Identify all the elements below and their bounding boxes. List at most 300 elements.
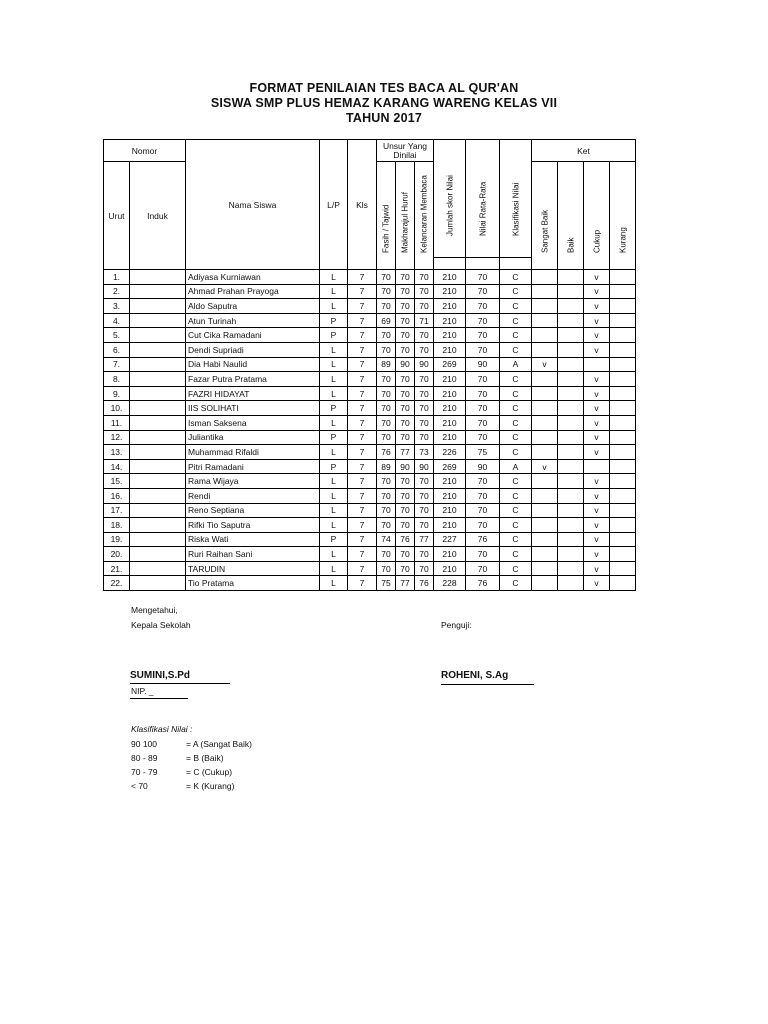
header-lp: L/P xyxy=(320,140,348,270)
cell-lp: P xyxy=(320,328,348,343)
cell-c: v xyxy=(584,313,610,328)
cell-sb xyxy=(532,386,558,401)
cell-sb xyxy=(532,547,558,562)
cell-m: 76 xyxy=(396,532,415,547)
cell-rata: 90 xyxy=(466,357,500,372)
cell-rata: 70 xyxy=(466,313,500,328)
cell-kls: 7 xyxy=(348,488,377,503)
cell-f: 70 xyxy=(377,503,396,518)
cell-kr xyxy=(610,415,636,430)
cell-f: 70 xyxy=(377,401,396,416)
cell-kr xyxy=(610,459,636,474)
cell-sb xyxy=(532,561,558,576)
cell-kls: 7 xyxy=(348,459,377,474)
cell-k: 73 xyxy=(415,445,434,460)
cell-kls: 7 xyxy=(348,386,377,401)
cell-b xyxy=(558,459,584,474)
cell-lp: L xyxy=(320,342,348,357)
header-fasih: Fasih / Tajwid xyxy=(377,162,396,270)
cell-k: 70 xyxy=(415,474,434,489)
table-row xyxy=(104,445,636,460)
cell-lp: L xyxy=(320,474,348,489)
cell-b xyxy=(558,401,584,416)
cell-c: v xyxy=(584,299,610,314)
cell-induk xyxy=(130,284,186,299)
cell-no: 11. xyxy=(104,415,130,430)
cell-no: 7. xyxy=(104,357,130,372)
cell-f: 70 xyxy=(377,284,396,299)
cell-f: 70 xyxy=(377,547,396,562)
table-row xyxy=(104,284,636,299)
cell-nama: Riska Wati xyxy=(186,532,320,547)
klasifikasi-desc: = B (Baik) xyxy=(186,753,224,763)
header-klasifikasi: Klasifikasi Nilai xyxy=(500,140,532,258)
cell-b xyxy=(558,488,584,503)
cell-kr xyxy=(610,503,636,518)
cell-lp: L xyxy=(320,445,348,460)
cell-nama: Pitri Ramadani xyxy=(186,459,320,474)
cell-m: 70 xyxy=(396,372,415,387)
cell-f: 70 xyxy=(377,299,396,314)
cell-c: v xyxy=(584,270,610,285)
cell-no: 14. xyxy=(104,459,130,474)
cell-c: v xyxy=(584,518,610,533)
cell-induk xyxy=(130,415,186,430)
cell-c: v xyxy=(584,532,610,547)
cell-b xyxy=(558,576,584,591)
cell-k: 71 xyxy=(415,313,434,328)
cell-kr xyxy=(610,430,636,445)
cell-f: 70 xyxy=(377,372,396,387)
cell-k: 77 xyxy=(415,532,434,547)
cell-rata: 70 xyxy=(466,415,500,430)
cell-m: 70 xyxy=(396,386,415,401)
cell-kr xyxy=(610,357,636,372)
cell-b xyxy=(558,386,584,401)
cell-m: 77 xyxy=(396,576,415,591)
cell-induk xyxy=(130,342,186,357)
cell-induk xyxy=(130,474,186,489)
cell-kr xyxy=(610,474,636,489)
cell-b xyxy=(558,415,584,430)
cell-kr xyxy=(610,328,636,343)
cell-klas: C xyxy=(500,474,532,489)
cell-k: 70 xyxy=(415,372,434,387)
header-makharij: Makharajul Huruf xyxy=(396,162,415,270)
cell-induk xyxy=(130,488,186,503)
table-row xyxy=(104,386,636,401)
cell-c: v xyxy=(584,503,610,518)
cell-jml: 210 xyxy=(434,284,466,299)
cell-induk xyxy=(130,503,186,518)
cell-klas: C xyxy=(500,299,532,314)
cell-f: 70 xyxy=(377,270,396,285)
cell-kr xyxy=(610,547,636,562)
cell-no: 17. xyxy=(104,503,130,518)
cell-induk xyxy=(130,401,186,416)
cell-lp: P xyxy=(320,430,348,445)
cell-f: 70 xyxy=(377,328,396,343)
cell-m: 70 xyxy=(396,401,415,416)
cell-kls: 7 xyxy=(348,532,377,547)
cell-kls: 7 xyxy=(348,415,377,430)
cell-f: 70 xyxy=(377,474,396,489)
cell-klas: C xyxy=(500,270,532,285)
cell-rata: 70 xyxy=(466,561,500,576)
cell-no: 15. xyxy=(104,474,130,489)
cell-lp: P xyxy=(320,532,348,547)
cell-f: 70 xyxy=(377,415,396,430)
cell-klas: C xyxy=(500,518,532,533)
cell-kls: 7 xyxy=(348,445,377,460)
header-ket: Ket xyxy=(532,140,636,162)
cell-m: 70 xyxy=(396,284,415,299)
cell-c: v xyxy=(584,372,610,387)
cell-kls: 7 xyxy=(348,430,377,445)
cell-lp: L xyxy=(320,372,348,387)
cell-b xyxy=(558,270,584,285)
cell-b xyxy=(558,474,584,489)
cell-klas: C xyxy=(500,445,532,460)
penguji-name: ROHENI, S.Ag xyxy=(441,670,509,681)
cell-nama: FAZRI HIDAYAT xyxy=(186,386,320,401)
cell-nama: Dendi Supriadi xyxy=(186,342,320,357)
cell-k: 90 xyxy=(415,459,434,474)
cell-klas: C xyxy=(500,284,532,299)
cell-no: 8. xyxy=(104,372,130,387)
cell-m: 90 xyxy=(396,357,415,372)
cell-f: 89 xyxy=(377,459,396,474)
cell-klas: C xyxy=(500,532,532,547)
kepala-signature-line xyxy=(130,683,230,684)
cell-klas: C xyxy=(500,561,532,576)
cell-klas: C xyxy=(500,430,532,445)
cell-kls: 7 xyxy=(348,299,377,314)
cell-rata: 70 xyxy=(466,503,500,518)
cell-f: 74 xyxy=(377,532,396,547)
table-row xyxy=(104,459,636,474)
cell-c: v xyxy=(584,386,610,401)
cell-lp: L xyxy=(320,503,348,518)
cell-induk xyxy=(130,386,186,401)
cell-induk xyxy=(130,576,186,591)
cell-rata: 70 xyxy=(466,386,500,401)
cell-induk xyxy=(130,299,186,314)
cell-sb xyxy=(532,372,558,387)
cell-rata: 70 xyxy=(466,342,500,357)
cell-kls: 7 xyxy=(348,547,377,562)
cell-k: 70 xyxy=(415,561,434,576)
cell-sb xyxy=(532,342,558,357)
cell-k: 70 xyxy=(415,270,434,285)
cell-nama: Ahmad Prahan Prayoga xyxy=(186,284,320,299)
cell-rata: 90 xyxy=(466,459,500,474)
cell-m: 70 xyxy=(396,270,415,285)
cell-rata: 70 xyxy=(466,430,500,445)
header-kurang: Kurang xyxy=(610,162,636,270)
cell-nama: Aldo Saputra xyxy=(186,299,320,314)
klasifikasi-range: 70 - 79 xyxy=(131,767,158,777)
cell-no: 22. xyxy=(104,576,130,591)
cell-f: 70 xyxy=(377,488,396,503)
cell-nama: Cut Cika Ramadani xyxy=(186,328,320,343)
cell-klas: C xyxy=(500,401,532,416)
klasifikasi-desc: = A (Sangat Baik) xyxy=(186,739,252,749)
table-row xyxy=(104,518,636,533)
table-row xyxy=(104,415,636,430)
cell-nama: Tio Pratama xyxy=(186,576,320,591)
cell-b xyxy=(558,532,584,547)
table-row xyxy=(104,561,636,576)
cell-m: 70 xyxy=(396,342,415,357)
cell-kr xyxy=(610,576,636,591)
cell-c: v xyxy=(584,488,610,503)
cell-c: v xyxy=(584,445,610,460)
cell-k: 70 xyxy=(415,386,434,401)
mengetahui-label: Mengetahui, xyxy=(131,605,178,615)
cell-kr xyxy=(610,342,636,357)
cell-b xyxy=(558,372,584,387)
cell-c: v xyxy=(584,576,610,591)
cell-f: 70 xyxy=(377,342,396,357)
cell-no: 1. xyxy=(104,270,130,285)
cell-sb xyxy=(532,328,558,343)
doc-title-line-1: FORMAT PENILAIAN TES BACA AL QUR'AN xyxy=(249,81,519,95)
table-row xyxy=(104,328,636,343)
cell-kls: 7 xyxy=(348,576,377,591)
cell-k: 90 xyxy=(415,357,434,372)
cell-sb xyxy=(532,445,558,460)
cell-sb xyxy=(532,313,558,328)
cell-k: 70 xyxy=(415,488,434,503)
cell-jml: 210 xyxy=(434,401,466,416)
cell-no: 4. xyxy=(104,313,130,328)
cell-nama: Adiyasa Kurniawan xyxy=(186,270,320,285)
table-row xyxy=(104,488,636,503)
cell-no: 19. xyxy=(104,532,130,547)
cell-nama: Rama Wijaya xyxy=(186,474,320,489)
cell-nama: Reno Septiana xyxy=(186,503,320,518)
cell-nama: TARUDIN xyxy=(186,561,320,576)
cell-sb: v xyxy=(532,357,558,372)
cell-k: 70 xyxy=(415,430,434,445)
cell-sb xyxy=(532,518,558,533)
cell-m: 70 xyxy=(396,299,415,314)
table-row xyxy=(104,576,636,591)
cell-k: 70 xyxy=(415,518,434,533)
cell-kr xyxy=(610,284,636,299)
cell-m: 70 xyxy=(396,488,415,503)
cell-klas: C xyxy=(500,313,532,328)
cell-no: 13. xyxy=(104,445,130,460)
header-nama-siswa: Nama Siswa xyxy=(186,140,320,270)
cell-m: 70 xyxy=(396,518,415,533)
cell-klas: C xyxy=(500,386,532,401)
cell-rata: 70 xyxy=(466,328,500,343)
cell-lp: L xyxy=(320,518,348,533)
cell-no: 10. xyxy=(104,401,130,416)
cell-jml: 210 xyxy=(434,430,466,445)
cell-lp: L xyxy=(320,386,348,401)
cell-b xyxy=(558,328,584,343)
cell-induk xyxy=(130,328,186,343)
kepala-sekolah-name: SUMINI,S.Pd xyxy=(130,670,191,681)
cell-lp: L xyxy=(320,357,348,372)
header-rata: Nilai Rata-Rata xyxy=(466,140,500,258)
header-nomor: Nomor xyxy=(104,140,186,162)
cell-kls: 7 xyxy=(348,357,377,372)
cell-kls: 7 xyxy=(348,518,377,533)
cell-sb xyxy=(532,503,558,518)
cell-m: 70 xyxy=(396,415,415,430)
cell-c: v xyxy=(584,561,610,576)
cell-kls: 7 xyxy=(348,284,377,299)
cell-kr xyxy=(610,488,636,503)
cell-induk xyxy=(130,430,186,445)
header-sangat-baik: Sangat Baik xyxy=(532,162,558,270)
klasifikasi-range: < 70 xyxy=(131,781,148,791)
cell-c: v xyxy=(584,474,610,489)
cell-m: 70 xyxy=(396,547,415,562)
cell-b xyxy=(558,430,584,445)
cell-jml: 210 xyxy=(434,386,466,401)
klasifikasi-desc: = K (Kurang) xyxy=(186,781,235,791)
cell-jml: 210 xyxy=(434,342,466,357)
cell-kls: 7 xyxy=(348,313,377,328)
cell-kls: 7 xyxy=(348,270,377,285)
klasifikasi-range: 90 100 xyxy=(131,739,157,749)
cell-klas: C xyxy=(500,547,532,562)
table-row xyxy=(104,372,636,387)
cell-k: 70 xyxy=(415,503,434,518)
cell-jml: 210 xyxy=(434,561,466,576)
doc-title-line-2: SISWA SMP PLUS HEMAZ KARANG WARENG KELAS VII xyxy=(210,96,558,110)
cell-lp: L xyxy=(320,284,348,299)
table-row xyxy=(104,299,636,314)
cell-c: v xyxy=(584,401,610,416)
cell-c xyxy=(584,357,610,372)
cell-lp: L xyxy=(320,270,348,285)
cell-c: v xyxy=(584,430,610,445)
cell-lp: L xyxy=(320,299,348,314)
cell-klas: C xyxy=(500,503,532,518)
cell-nama: Atun Turinah xyxy=(186,313,320,328)
cell-klas: C xyxy=(500,576,532,591)
cell-nama: Juliantika xyxy=(186,430,320,445)
cell-f: 76 xyxy=(377,445,396,460)
cell-m: 90 xyxy=(396,459,415,474)
cell-rata: 75 xyxy=(466,445,500,460)
cell-induk xyxy=(130,445,186,460)
header-jumlah: Jumlah skor Nilai xyxy=(434,140,466,258)
penguji-signature-line xyxy=(441,684,534,685)
cell-jml: 269 xyxy=(434,357,466,372)
cell-rata: 70 xyxy=(466,372,500,387)
cell-sb xyxy=(532,474,558,489)
cell-induk xyxy=(130,372,186,387)
cell-induk xyxy=(130,547,186,562)
cell-klas: A xyxy=(500,357,532,372)
cell-induk xyxy=(130,270,186,285)
cell-m: 70 xyxy=(396,430,415,445)
table-row xyxy=(104,357,636,372)
cell-lp: P xyxy=(320,401,348,416)
cell-jml: 210 xyxy=(434,518,466,533)
cell-rata: 70 xyxy=(466,474,500,489)
cell-b xyxy=(558,357,584,372)
cell-jml: 210 xyxy=(434,299,466,314)
cell-c: v xyxy=(584,328,610,343)
cell-no: 5. xyxy=(104,328,130,343)
cell-kr xyxy=(610,313,636,328)
assessment-table xyxy=(103,139,636,591)
cell-induk xyxy=(130,357,186,372)
table-row xyxy=(104,313,636,328)
cell-rata: 70 xyxy=(466,547,500,562)
cell-nama: Dia Habi Naulid xyxy=(186,357,320,372)
cell-kr xyxy=(610,372,636,387)
header-kls: Kls xyxy=(348,140,377,270)
cell-rata: 76 xyxy=(466,576,500,591)
cell-f: 70 xyxy=(377,430,396,445)
cell-klas: C xyxy=(500,488,532,503)
cell-kr xyxy=(610,561,636,576)
cell-sb xyxy=(532,401,558,416)
cell-f: 70 xyxy=(377,386,396,401)
klasifikasi-range: 80 - 89 xyxy=(131,753,158,763)
cell-no: 9. xyxy=(104,386,130,401)
cell-rata: 70 xyxy=(466,488,500,503)
cell-kr xyxy=(610,299,636,314)
cell-kr xyxy=(610,445,636,460)
header-cukup: Cukup xyxy=(584,162,610,270)
cell-m: 70 xyxy=(396,328,415,343)
cell-rata: 76 xyxy=(466,532,500,547)
cell-sb: v xyxy=(532,459,558,474)
cell-k: 76 xyxy=(415,576,434,591)
cell-b xyxy=(558,445,584,460)
header-induk: Induk xyxy=(130,162,186,270)
cell-nama: Isman Saksena xyxy=(186,415,320,430)
cell-sb xyxy=(532,415,558,430)
cell-lp: L xyxy=(320,576,348,591)
table-row xyxy=(104,532,636,547)
cell-b xyxy=(558,561,584,576)
cell-k: 70 xyxy=(415,415,434,430)
cell-sb xyxy=(532,532,558,547)
penguji-label: Penguji: xyxy=(441,620,472,630)
nip-underline xyxy=(130,698,188,699)
cell-k: 70 xyxy=(415,401,434,416)
cell-c: v xyxy=(584,547,610,562)
cell-no: 2. xyxy=(104,284,130,299)
cell-b xyxy=(558,518,584,533)
cell-induk xyxy=(130,561,186,576)
cell-jml: 210 xyxy=(434,488,466,503)
cell-sb xyxy=(532,270,558,285)
cell-jml: 210 xyxy=(434,313,466,328)
cell-klas: C xyxy=(500,342,532,357)
cell-kr xyxy=(610,386,636,401)
cell-rata: 70 xyxy=(466,518,500,533)
table-row xyxy=(104,401,636,416)
cell-klas: C xyxy=(500,328,532,343)
cell-jml: 210 xyxy=(434,503,466,518)
cell-klas: C xyxy=(500,372,532,387)
cell-kls: 7 xyxy=(348,328,377,343)
cell-jml: 227 xyxy=(434,532,466,547)
cell-kr xyxy=(610,270,636,285)
